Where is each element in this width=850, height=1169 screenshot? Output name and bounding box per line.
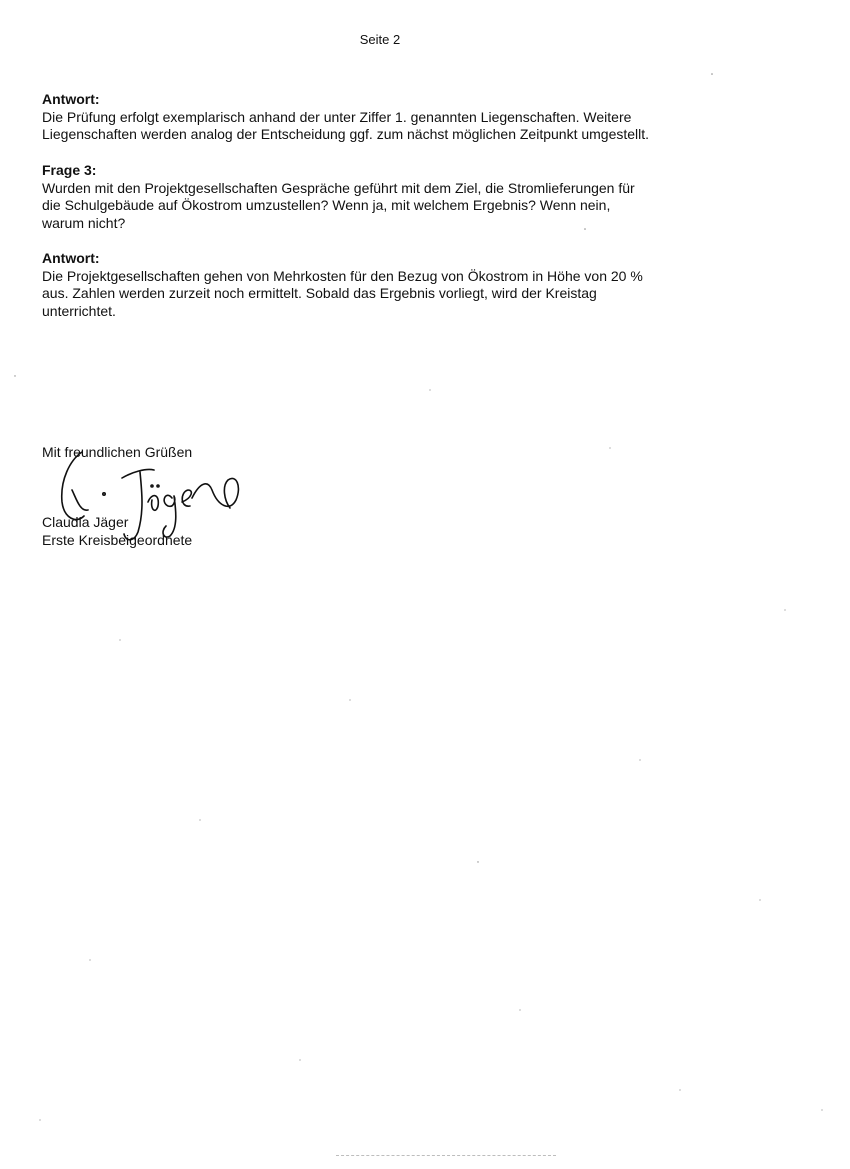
answer-3-section — [42, 250, 732, 320]
footer-scan-line — [336, 1155, 556, 1157]
question-3-heading: Frage 3: — [42, 162, 97, 178]
question-3-line: warum nicht? — [42, 214, 126, 231]
answer-2-line: Die Prüfung erfolgt exemplarisch anhand der unter Ziffer 1. genannten Liegenschaften. Weitere — [42, 108, 632, 125]
question-3-line: die Schulgebäude auf Ökostrom umzustellen? Wenn ja, mit welchem Ergebnis? Wenn nein, — [42, 197, 611, 213]
answer-3-line: Die Projektgesellschaften gehen von Mehrkosten für den Bezug von Ökostrom in Höhe von 20 % — [42, 267, 643, 284]
answer-2-heading: Antwort: — [42, 91, 100, 107]
signer-title: Erste Kreisbeigeordnete — [42, 531, 193, 548]
answer-3-line: unterrichtet. — [42, 302, 116, 319]
answer-3-line: aus. Zahlen werden zurzeit noch ermittelt. Sobald das Ergebnis vorliegt, wird der Kreistag — [42, 285, 597, 301]
question-3-line: Wurden mit den Projektgesellschaften Gespräche geführt mit dem Ziel, die Stromlieferungen für — [42, 179, 635, 196]
answer-2-section — [42, 91, 732, 144]
closing-greeting: Mit freundlichen Grüßen — [42, 444, 193, 460]
question-3-section — [42, 162, 732, 232]
signer-name: Claudia Jäger — [42, 514, 129, 530]
answer-3-heading: Antwort: — [42, 250, 100, 266]
page-number: Seite 2 — [359, 32, 401, 47]
handwritten-signature — [52, 450, 252, 550]
answer-2-line: Liegenschaften werden analog der Entscheidung ggf. zum nächst möglichen Zeitpunkt umgestellt. — [42, 126, 650, 142]
